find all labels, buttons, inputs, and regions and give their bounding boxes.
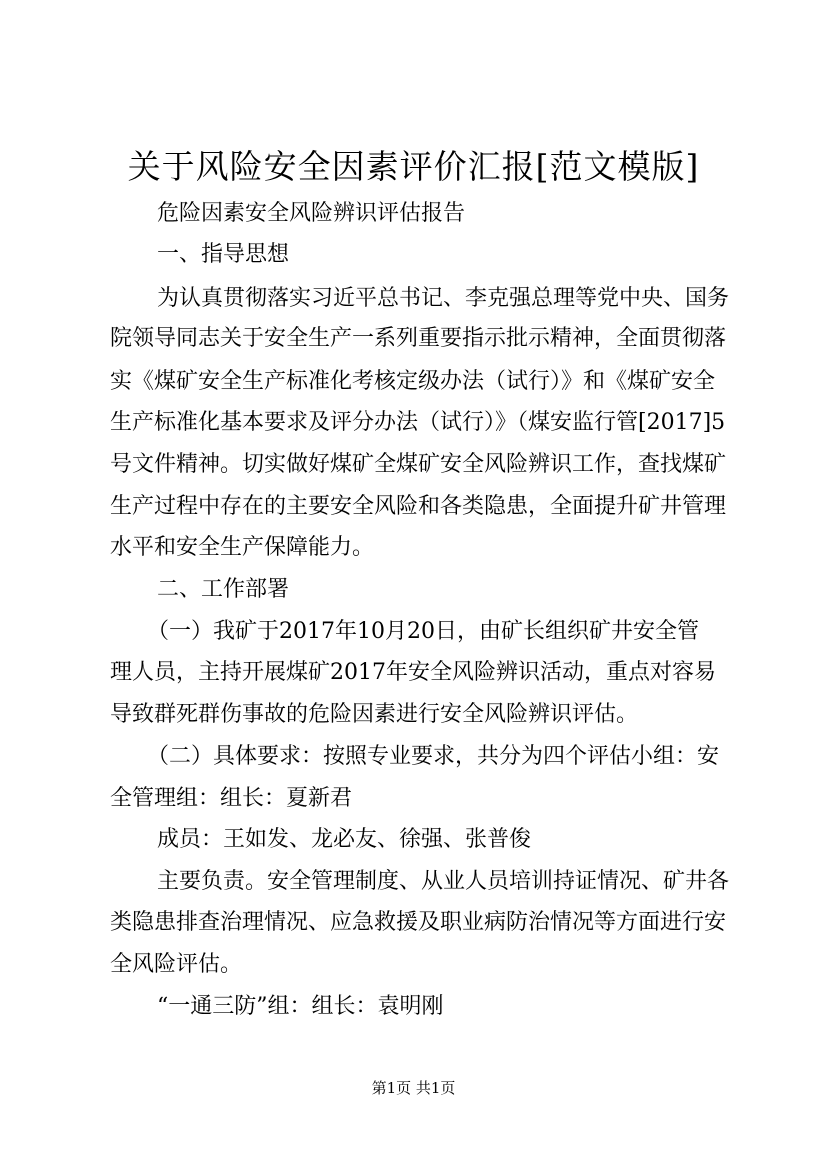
paragraph-line: 号文件精神。切实做好煤矿全煤矿安全风险辨识工作，查找煤矿 xyxy=(110,452,727,477)
paragraph-line: 类隐患排查治理情况、应急救援及职业病防治情况等方面进行安 xyxy=(110,910,727,935)
paragraph-line: 主要负责。安全管理制度、从业人员培训持证情况、矿井各 xyxy=(157,869,730,894)
paragraph-line: 全管理组：组长：夏新君 xyxy=(110,786,353,811)
paragraph-line: （一）我矿于2017年10月20日，由矿长组织矿井安全管 xyxy=(147,619,699,644)
document-title: 关于风险安全因素评价汇报[范文模版] xyxy=(127,147,700,186)
paragraph-line: 导致群死群伤事故的危险因素进行安全风险辨识评估。 xyxy=(110,702,639,727)
paragraph-line: 生产标准化基本要求及评分办法（试行）》（煤安监行管[2017]5 xyxy=(110,410,726,435)
paragraph-line: 水平和安全生产保障能力。 xyxy=(110,535,375,560)
page-number-footer: 第1页 共1页 xyxy=(371,1079,456,1097)
subtitle: 危险因素安全风险辨识评估报告 xyxy=(157,201,466,226)
section-heading-2: 二、工作部署 xyxy=(157,577,290,602)
paragraph-line: 生产过程中存在的主要安全风险和各类隐患，全面提升矿井管理 xyxy=(110,494,727,519)
paragraph-line: 理人员，主持开展煤矿2017年安全风险辨识活动，重点对容易 xyxy=(110,660,716,685)
paragraph-line: （二）具体要求：按照专业要求，共分为四个评估小组：安 xyxy=(147,744,720,769)
paragraph-line: 成员：王如发、龙必友、徐强、张普俊 xyxy=(157,827,532,852)
paragraph-line: 全风险评估。 xyxy=(110,952,243,977)
paragraph-line: 为认真贯彻落实习近平总书记、李克强总理等党中央、国务 xyxy=(157,286,730,311)
section-heading-1: 一、指导思想 xyxy=(157,242,290,267)
paragraph-line: 实《煤矿安全生产标准化考核定级办法（试行）》和《煤矿安全 xyxy=(110,369,716,394)
paragraph-line: 院领导同志关于安全生产一系列重要指示批示精神，全面贯彻落 xyxy=(110,326,727,351)
paragraph-line: “一通三防”组：组长：袁明刚 xyxy=(157,994,444,1019)
